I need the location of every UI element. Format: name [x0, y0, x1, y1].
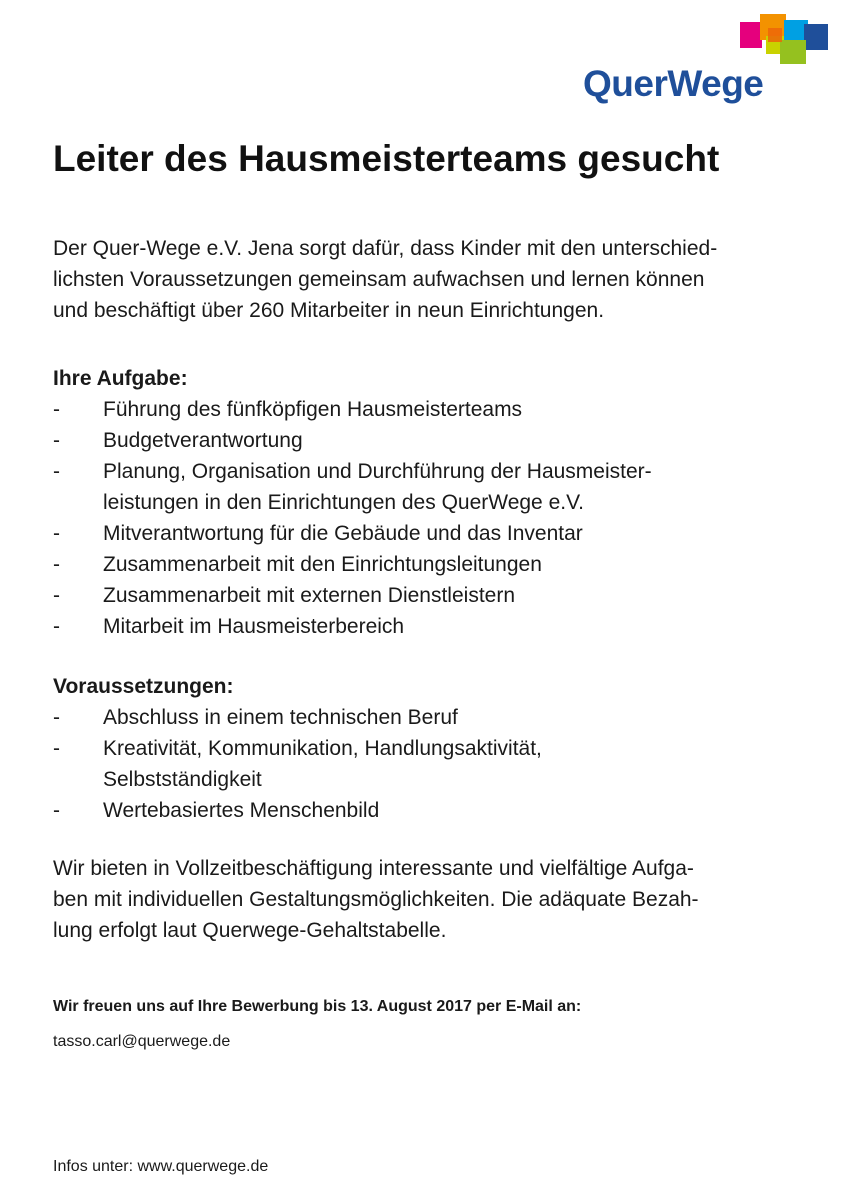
logo-wordmark: QuerWege: [583, 63, 764, 104]
offer-line: lung erfolgt laut Querwege-Gehaltstabelle.: [53, 919, 447, 942]
offer-paragraph: [53, 853, 813, 946]
list-item: - Zusammenarbeit mit den Einrichtungsleitungen: [53, 553, 542, 576]
list-item: - Zusammenarbeit mit externen Dienstleistern: [53, 584, 516, 607]
list-item: - Mitverantwortung für die Gebäude und das Inventar: [53, 522, 583, 545]
intro-line: lichsten Voraussetzungen gemeinsam aufwachsen und lernen können: [53, 268, 705, 291]
offer-line: ben mit individuellen Gestaltungsmöglichkeiten. Die adäquate Bezah-: [53, 888, 699, 911]
requirements-list: [53, 702, 813, 826]
list-item: - Budgetverantwortung: [53, 429, 303, 452]
requirements-heading: Voraussetzungen:: [53, 675, 234, 698]
list-item: - Planung, Organisation und Durchführung der Hausmeister-leistungen in den Einrichtungen des QuerWege e.V.: [53, 460, 652, 514]
intro-line: und beschäftigt über 260 Mitarbeiter in neun Einrichtungen.: [53, 299, 605, 322]
list-item: - Abschluss in einem technischen Beruf: [53, 706, 458, 729]
list-item: - Mitarbeit im Hausmeisterbereich: [53, 615, 405, 638]
intro-line: Der Quer-Wege e.V. Jena sorgt dafür, dass Kinder mit den unterschied-: [53, 237, 718, 260]
email-link[interactable]: tasso.carl@querwege.de: [53, 1033, 231, 1050]
list-item: - Kreativität, Kommunikation, Handlungsaktivität, Selbstständigkeit: [53, 737, 542, 791]
offer-line: Wir bieten in Vollzeitbeschäftigung interessante und vielfältige Aufga-: [53, 857, 694, 880]
tasks-heading: Ihre Aufgabe:: [53, 367, 188, 390]
colored-squares-icon: [740, 12, 830, 68]
intro-paragraph: [53, 233, 813, 326]
page-title: Leiter des Hausmeisterteams gesucht: [53, 138, 720, 179]
querwege-logo: [580, 12, 830, 102]
list-item: - Führung des fünfköpfigen Hausmeisterteams: [53, 398, 523, 421]
list-item: - Wertebasiertes Menschenbild: [53, 799, 380, 822]
application-call: Wir freuen uns auf Ihre Bewerbung bis 13. August 2017 per E-Mail an:: [53, 998, 582, 1015]
footer-info: Infos unter: www.querwege.de: [53, 1158, 269, 1175]
tasks-list: [53, 394, 813, 642]
